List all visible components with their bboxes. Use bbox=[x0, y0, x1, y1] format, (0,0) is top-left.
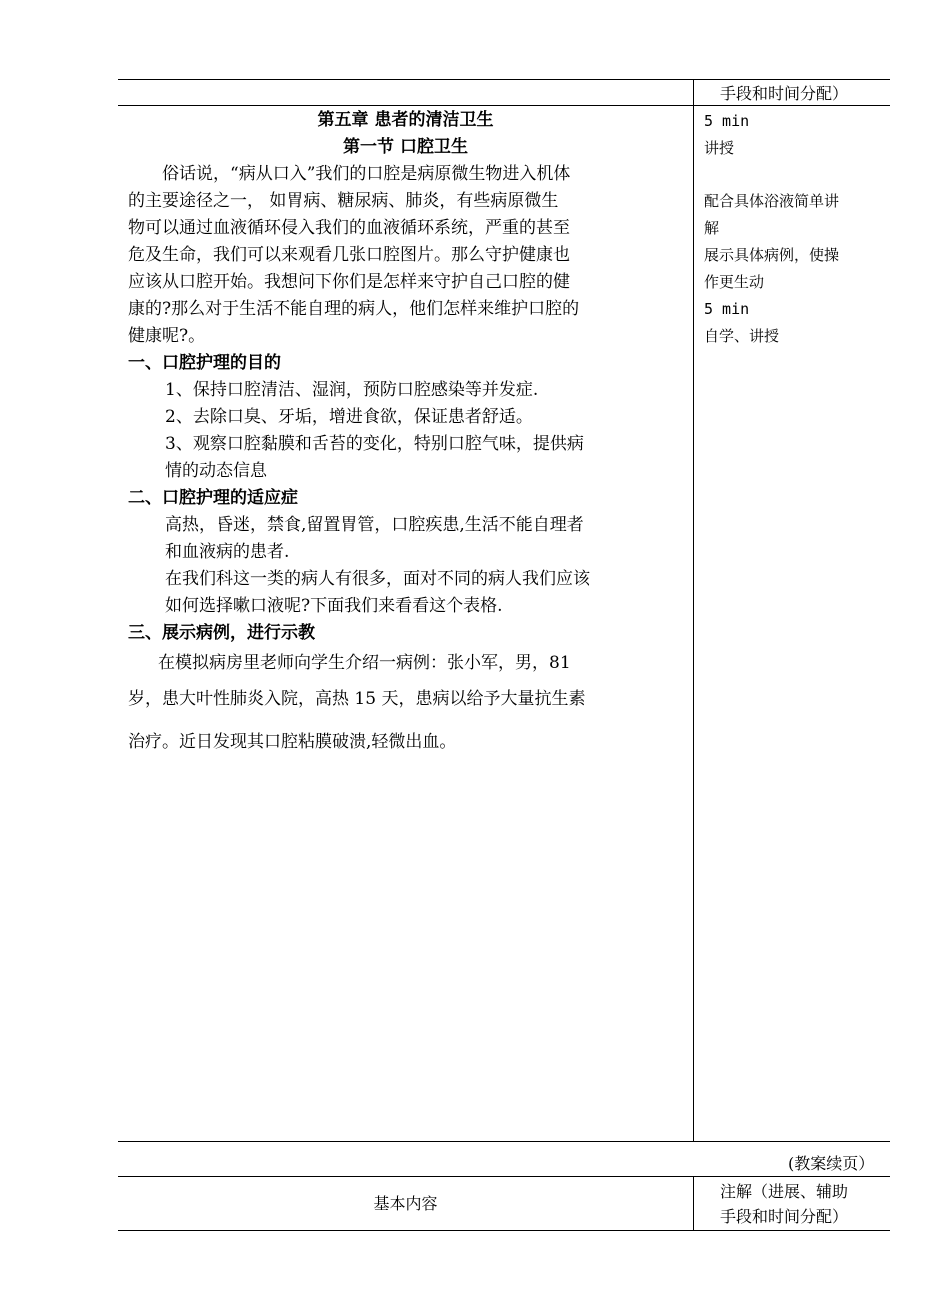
intro-line: 物可以通过血液循环侵入我们的血液循环系统，严重的甚至 bbox=[128, 218, 570, 238]
body-bottom-border bbox=[118, 1141, 890, 1142]
note-time: 5 min bbox=[704, 112, 750, 130]
indication-line: 高热，昏迷，禁食,留置胃管，口腔疾患,生活不能自理者 bbox=[165, 515, 584, 535]
chapter-title: 第五章 患者的清洁卫生 bbox=[317, 110, 494, 130]
continued-label: (教案续页） bbox=[788, 1154, 875, 1173]
notes-header-tail: 手段和时间分配） bbox=[720, 84, 849, 103]
demo-line: 治疗。近日发现其口腔粘膜破溃,轻微出血。 bbox=[128, 732, 457, 752]
indication-heading: 二、口腔护理的适应症 bbox=[128, 488, 298, 508]
note-item: 配合具体浴液简单讲 bbox=[704, 192, 840, 210]
indication-line: 在我们科这一类的病人有很多，面对不同的病人我们应该 bbox=[165, 569, 590, 589]
notes-label-line2: 手段和时间分配） bbox=[720, 1207, 849, 1226]
section-title: 第一节 口腔卫生 bbox=[343, 137, 468, 157]
list-item: 2、去除口臭、牙垢，增进食欲，保证患者舒适。 bbox=[165, 407, 533, 427]
intro-line: 的主要途径之一， 如胃病、糖尿病、肺炎，有些病原微生 bbox=[128, 191, 559, 211]
list-item: 1、保持口腔清洁、湿润，预防口腔感染等并发症. bbox=[165, 380, 539, 400]
note-time: 5 min bbox=[704, 300, 750, 318]
intro-line: 康的?那么对于生活不能自理的病人，他们怎样来维护口腔的 bbox=[128, 299, 580, 319]
purpose-heading: 一、口腔护理的目的 bbox=[128, 353, 281, 373]
footer-top-border bbox=[118, 1176, 890, 1177]
indication-line: 和血液病的患者. bbox=[165, 542, 290, 562]
intro-line: 俗话说，“病从口入”我们的口腔是病原微生物进入机体 bbox=[162, 164, 571, 184]
note-item: 讲授 bbox=[704, 139, 735, 157]
note-item: 自学、讲授 bbox=[704, 327, 780, 345]
footer-bottom-border bbox=[118, 1230, 890, 1231]
demo-line: 岁，患大叶性肺炎入院，高热 15 天，患病以给予大量抗生素 bbox=[128, 689, 586, 709]
note-item: 作更生动 bbox=[704, 273, 765, 291]
note-item: 展示具体病例，使操 bbox=[704, 246, 840, 264]
intro-line: 应该从口腔开始。我想问下你们是怎样来守护自己口腔的健 bbox=[128, 272, 570, 292]
notes-label-line1: 注解（进展、辅助 bbox=[720, 1182, 849, 1201]
intro-line: 危及生命，我们可以来观看几张口腔图片。那么守护健康也 bbox=[128, 245, 570, 265]
demo-heading: 三、展示病例，进行示教 bbox=[128, 623, 315, 643]
list-item: 情的动态信息 bbox=[165, 461, 267, 481]
demo-line: 在模拟病房里老师向学生介绍一病例：张小军，男，81 bbox=[158, 653, 571, 673]
basic-content-label: 基本内容 bbox=[373, 1194, 438, 1213]
indication-line: 如何选择嗽口液呢?下面我们来看看这个表格. bbox=[165, 596, 503, 616]
list-item: 3、观察口腔黏膜和舌苔的变化，特别口腔气味，提供病 bbox=[165, 434, 584, 454]
intro-line: 健康呢?。 bbox=[128, 326, 206, 346]
note-item: 解 bbox=[704, 219, 720, 237]
footer-column-divider bbox=[693, 1176, 694, 1230]
column-divider bbox=[693, 79, 694, 1141]
